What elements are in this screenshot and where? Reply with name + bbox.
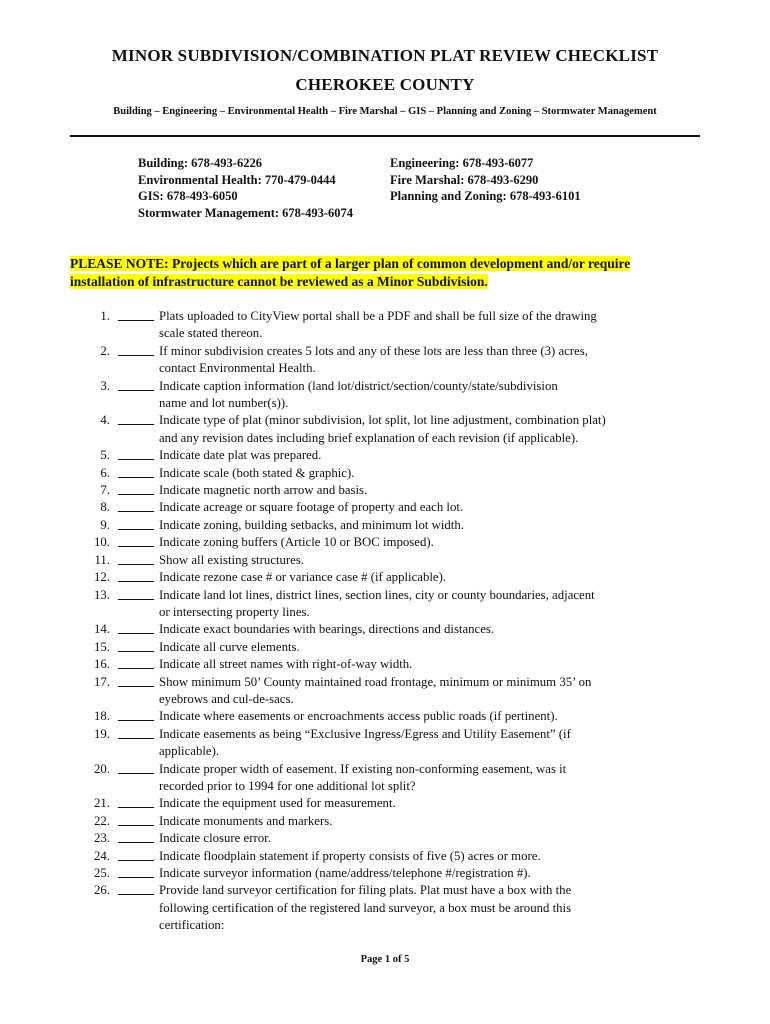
item-number: 25. [94,866,110,880]
checklist-item [70,499,710,516]
please-note [70,255,700,291]
checklist-item [70,639,710,656]
page-number: Page 1 of 5 [360,954,410,965]
item-text: recorded prior to 1994 for one additional lot split? [159,778,416,793]
checklist-item [70,569,710,586]
item-text: Provide land surveyor certification for filing plats. Plat must have a box with the [159,883,572,898]
checklist-item [70,534,710,551]
check-blank[interactable] [118,459,154,460]
item-number: 10. [94,535,110,550]
check-blank[interactable] [118,320,154,321]
checklist-item [70,587,710,622]
contact-line: Building: 678-493-6226 [138,156,262,170]
item-text: Indicate all street names with right-of-way width. [159,657,413,672]
item-text: Indicate monuments and markers. [159,813,333,828]
check-blank[interactable] [118,633,154,634]
check-blank[interactable] [118,738,154,739]
item-text: Indicate closure error. [159,831,271,846]
item-text: Indicate where easements or encroachments access public roads (if pertinent). [159,709,558,724]
check-blank[interactable] [118,651,154,652]
contact-line: GIS: 678-493-6050 [138,189,238,203]
item-text: contact Environmental Health. [159,361,316,376]
item-text: following certification of the registered land surveyor, a box must be around this [159,900,572,915]
checklist-item [70,830,710,847]
item-text: and any revision dates including brief explanation of each revision (if applicable). [159,430,579,445]
item-number: 12. [94,570,110,585]
item-text: Indicate all curve elements. [159,639,300,654]
check-blank[interactable] [118,860,154,861]
item-text: Indicate date plat was prepared. [159,448,322,463]
contacts-right-column [390,155,581,205]
item-number: 23. [94,831,110,846]
item-number: 1. [100,309,110,323]
checklist-item [70,865,710,882]
check-blank[interactable] [118,720,154,721]
check-blank[interactable] [118,581,154,582]
note-line-2: installation of infrastructure cannot be reviewed as a Minor Subdivision. [70,274,488,289]
check-blank[interactable] [118,825,154,826]
checklist-item [70,412,710,447]
item-number: 19. [94,726,110,741]
checklist-item [70,813,710,830]
item-number: 6. [100,465,110,480]
check-blank[interactable] [118,390,154,391]
item-text: Indicate easements as being “Exclusive Ingress/Egress and Utility Easement” (if [159,726,571,741]
item-text: Indicate surveyor information (name/address/telephone #/registration #). [159,866,531,880]
item-text: certification: [159,918,225,933]
checklist-item [70,378,710,413]
checklist-item [70,795,710,812]
item-number: 8. [100,500,110,515]
item-text: Indicate scale (both stated & graphic). [159,465,355,480]
item-text: Indicate zoning, building setbacks, and minimum lot width. [159,517,464,532]
item-number: 26. [94,883,110,898]
item-number: 20. [94,761,110,776]
item-text: scale stated thereon. [159,326,263,341]
item-number: 2. [100,343,110,358]
item-number: 24. [94,848,110,863]
check-blank[interactable] [118,546,154,547]
item-text: Plats uploaded to CityView portal shall be a PDF and shall be full size of the drawing [159,309,597,323]
item-text: Indicate floodplain statement if property consists of five (5) acres or more. [159,848,541,863]
item-number: 17. [94,674,110,689]
contacts-left-column [138,155,353,221]
item-number: 9. [100,517,110,532]
item-number: 13. [94,587,110,602]
document-title: MINOR SUBDIVISION/COMBINATION PLAT REVIEW CHECKLIST [111,46,659,65]
item-number: 5. [100,448,110,463]
item-text: Indicate acreage or square footage of property and each lot. [159,500,464,515]
checklist-item [70,708,710,725]
check-blank[interactable] [118,894,154,895]
item-number: 14. [94,622,110,637]
checklist-item [70,621,710,638]
item-text: Indicate land lot lines, district lines, section lines, city or county boundaries, adjacent [159,587,595,602]
item-number: 3. [100,378,110,393]
item-number: 4. [100,413,110,428]
note-line-1: PLEASE NOTE: Projects which are part of a larger plan of common development and/or require [70,256,631,271]
check-blank[interactable] [118,686,154,687]
check-blank[interactable] [118,668,154,669]
item-text: Show minimum 50’ County maintained road frontage, minimum or minimum 35’ on [159,674,592,689]
item-number: 7. [100,483,110,498]
checklist [70,308,710,935]
checklist-item [70,552,710,569]
item-number: 21. [94,796,110,811]
item-text: Indicate type of plat (minor subdivision, lot split, lot line adjustment, combination plat) [159,413,606,428]
header-divider [70,135,700,137]
checklist-item [70,726,710,761]
check-blank[interactable] [118,424,154,425]
item-text: applicable). [159,744,220,759]
checklist-item [70,656,710,673]
contact-line: Fire Marshal: 678-493-6290 [390,172,539,187]
item-number: 15. [94,639,110,654]
item-text: Indicate proper width of easement. If existing non-conforming easement, was it [159,761,567,776]
check-blank[interactable] [118,599,154,600]
check-blank[interactable] [118,529,154,530]
checklist-item [70,882,710,934]
item-text: If minor subdivision creates 5 lots and any of these lots are less than three (3) acres, [159,343,588,358]
check-blank[interactable] [118,773,154,774]
item-text: eyebrows and cul-de-sacs. [159,691,294,706]
item-number: 16. [94,657,110,672]
checklist-item [70,447,710,464]
check-blank[interactable] [118,494,154,495]
item-number: 11. [94,552,110,567]
checklist-item [70,761,710,796]
check-blank[interactable] [118,355,154,356]
item-text: Indicate magnetic north arrow and basis. [159,483,368,498]
check-blank[interactable] [118,511,154,512]
contact-line: Engineering: 678-493-6077 [390,156,534,170]
checklist-item [70,343,710,378]
checklist-item [70,482,710,499]
item-text: name and lot number(s)). [159,396,289,411]
contact-line: Planning and Zoning: 678-493-6101 [390,189,581,203]
checklist-item [70,517,710,534]
item-text: or intersecting property lines. [159,604,310,619]
item-number: 18. [94,709,110,724]
departments-line: Building – Engineering – Environmental Health – Fire Marshal – GIS – Planning and Zoning – Stormwater Management [113,106,657,117]
item-number: 22. [94,813,110,828]
check-blank[interactable] [118,877,154,878]
checklist-item [70,848,710,865]
item-text: Indicate rezone case # or variance case # (if applicable). [159,570,447,585]
item-text: Indicate exact boundaries with bearings, directions and distances. [159,622,495,637]
check-blank[interactable] [118,564,154,565]
item-text: Indicate caption information (land lot/district/section/county/state/subdivision [159,378,558,393]
contact-line: Stormwater Management: 678-493-6074 [138,205,353,220]
item-text: Indicate zoning buffers (Article 10 or BOC imposed). [159,535,434,550]
check-blank[interactable] [118,477,154,478]
check-blank[interactable] [118,842,154,843]
contact-line: Environmental Health: 770-479-0444 [138,172,336,187]
document-subtitle: CHEROKEE COUNTY [295,75,475,94]
check-blank[interactable] [118,807,154,808]
checklist-item [70,674,710,709]
item-text: Indicate the equipment used for measurement. [159,796,396,811]
item-text: Show all existing structures. [159,552,305,567]
checklist-item [70,465,710,482]
checklist-item [70,308,710,343]
